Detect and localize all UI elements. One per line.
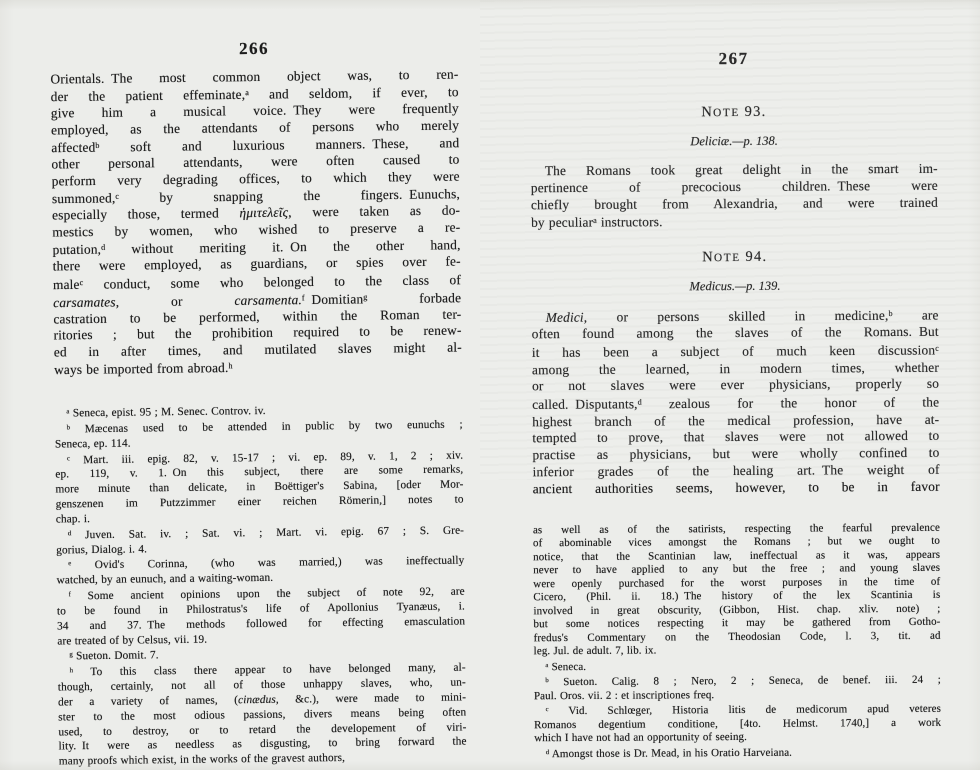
- note-94-heading: [531, 248, 938, 267]
- text-segment: more minute than delicate, in Boëttiger's Sabina, [oder Mor-: [55, 478, 464, 496]
- right-page-footnotes: [533, 521, 941, 761]
- text-segment: Deliciæ.—p. 138.: [690, 133, 778, 149]
- text-segment: among the learned, in modern times, whether: [531, 359, 939, 377]
- footnote-marker: b: [888, 308, 893, 318]
- text-segment: 34 and 37. The methods followed for effecting emasculation: [57, 615, 466, 633]
- text-segment: Seneca, epist. 95 ; M. Senec. Controv. iv.: [69, 404, 266, 420]
- footnote-marker: c: [545, 706, 549, 714]
- text-segment: though, certainly, not all of those unhappy slaves, who, un-: [57, 676, 466, 694]
- text-segment: Medicus.—p. 139.: [689, 278, 781, 294]
- note-93-body: [531, 161, 938, 232]
- text-line: [532, 306, 939, 327]
- text-segment: ἡμιτελεῖς: [239, 204, 289, 221]
- text-segment: lity. It were as needless as disgusting, to bring forward the: [58, 735, 467, 753]
- text-segment: To this class there appear to have belonged many, al-: [72, 661, 466, 679]
- text-segment: instructors.: [596, 214, 663, 230]
- text-segment: called. Disputants,: [532, 396, 638, 413]
- text-segment: Vid. Schlœger, Historia litis de medicorum apud veteres: [548, 702, 942, 718]
- text-segment: Domitian: [304, 290, 364, 307]
- text-line: [534, 716, 941, 732]
- footnote-marker: d: [637, 397, 642, 407]
- text-segment: perform very degrading offices, to which they were: [51, 168, 460, 189]
- text-segment: Orientals. The most common object was, to ren-: [50, 66, 459, 87]
- left-page-footnotes: [54, 400, 466, 769]
- text-segment: watched, by an eunuch, and a waiting-woman.: [56, 572, 274, 587]
- text-segment: der a variety of names, (: [58, 694, 239, 709]
- text-segment: Seneca.: [548, 660, 587, 673]
- text-segment: ritories ; but the prohibition required to be renew-: [53, 322, 462, 343]
- footnote-marker: g: [69, 651, 73, 659]
- text-segment: or: [119, 292, 235, 309]
- text-segment: Ovid's Corinna, (who was married,) was ineffectually: [71, 554, 465, 572]
- right-page: [530, 49, 941, 762]
- text-segment: Paul. Oros. vii. 2 : et inscriptiones freq.: [533, 688, 715, 702]
- text-segment: notice, that the Scantinian law, ineffectual as it was, appears: [533, 548, 941, 563]
- text-segment: employed, as the attendants of persons who merely: [50, 117, 460, 138]
- text-segment: OTE: [713, 251, 741, 264]
- footnote-marker: c: [79, 277, 84, 287]
- text-segment: Juven. Sat. iv. ; Sat. vi. ; Mart. vi. epig. 67 ; S. Gre-: [71, 524, 465, 542]
- text-line: [531, 194, 938, 213]
- note-93-heading: [530, 103, 937, 122]
- text-segment: carsamates,: [53, 293, 120, 310]
- text-segment: 94.: [740, 248, 768, 265]
- text-segment: conduct, some who belonged to the class of: [83, 271, 462, 292]
- footnote-marker: h: [228, 361, 233, 371]
- text-segment: zealous for the honor of the: [641, 394, 940, 412]
- text-segment: are treated of by Celsus, vii. 19.: [57, 633, 208, 647]
- text-segment: Cicero, (Phil. ii. 18.) The history of the lex Scantinia is: [533, 588, 941, 604]
- text-segment: which I have not had an opportunity of seeing.: [534, 731, 748, 745]
- text-segment: N: [701, 104, 714, 121]
- text-line: [531, 133, 938, 150]
- text-segment: , were taken as do-: [288, 202, 461, 220]
- text-segment: affected: [51, 139, 96, 156]
- text-segment: chiefly brought from Alexandria, and were trained: [530, 194, 938, 212]
- text-segment: were openly purchased for the worst purposes in the time of: [533, 575, 941, 590]
- text-segment: inferior grades of the healing art. The weight of: [532, 461, 940, 480]
- note-93-reference: [531, 133, 938, 150]
- footnote-marker: a: [245, 88, 249, 98]
- text-line: [532, 341, 939, 362]
- note-94-reference: [531, 278, 938, 295]
- text-segment: are: [892, 307, 939, 323]
- text-line: [534, 672, 941, 690]
- text-segment: The Romans took great delight in the smart im-: [544, 160, 938, 179]
- text-segment: Mæcenas used to be attended in public by two eunuchs ;: [69, 418, 463, 436]
- text-segment: ways be imported from abroad.: [53, 359, 229, 378]
- text-line: [534, 743, 941, 761]
- footnote-marker: a: [66, 408, 70, 416]
- footnote-marker: d: [101, 242, 106, 252]
- text-segment: putation,: [52, 241, 102, 258]
- text-segment: many proofs which exist, in the works of the gravest authors,: [58, 752, 346, 768]
- text-segment: , &c.), were made to mini-: [275, 691, 467, 706]
- text-segment: without meriting it. On the other hand,: [105, 237, 461, 257]
- text-segment: involved in great obscurity, (Gibbon, Hist. chap. xliv. note) ;: [533, 602, 941, 617]
- text-line: [54, 355, 462, 378]
- text-line: [533, 479, 940, 498]
- footnote-marker: a: [593, 216, 597, 226]
- text-segment: to be found in Philostratus's life of Apollonius Tyanæus, i.: [56, 600, 466, 618]
- text-segment: Medici,: [545, 309, 588, 325]
- text-segment: by snapping the fingers. Eunuchs,: [118, 186, 460, 206]
- text-segment: Romanos degentium conditione, [4to. Helmst. 1740,] a work: [534, 716, 942, 731]
- text-segment: Amongst those is Dr. Mead, in his Oratio Harveiana.: [549, 746, 793, 760]
- text-segment: Sueton. Domit. 7.: [72, 649, 159, 663]
- text-segment: soft and luxurious manners. These, and: [99, 135, 460, 155]
- text-segment: or not slaves were ever physicians, properly so: [532, 376, 940, 394]
- left-page: [50, 38, 467, 770]
- footnote-marker: a: [545, 661, 549, 669]
- text-segment: pertinence of precocious children. These were: [530, 177, 938, 196]
- text-line: [532, 393, 939, 414]
- text-line: [531, 248, 938, 267]
- text-segment: ster to the most odious passions, divers means being often: [58, 706, 467, 724]
- text-segment: as well as of the satirists, respecting the fearful prevalence: [532, 521, 940, 536]
- footnote-marker: b: [95, 141, 100, 151]
- text-segment: give him a musical voice. They were frequently: [50, 100, 459, 121]
- text-segment: especially those, termed: [52, 205, 240, 223]
- footnote-marker: f: [301, 293, 305, 303]
- text-segment: Seneca, ep. 114.: [54, 437, 131, 451]
- footnote-marker: e: [68, 560, 72, 568]
- note-94-body: [532, 306, 940, 498]
- right-page-number: 267: [718, 48, 749, 69]
- text-segment: forbade: [367, 289, 462, 306]
- text-segment: it has been a subject of much keen discussion: [531, 342, 936, 361]
- text-segment: tempted to prove, that slaves were not allowed to: [532, 428, 940, 446]
- text-segment: chap. i.: [55, 512, 91, 526]
- left-page-body: [50, 67, 462, 379]
- text-segment: der the patient effeminate,: [50, 87, 246, 105]
- text-segment: never to have applied to any but the free ; and young slaves: [533, 561, 941, 577]
- text-segment: and seldom, if ever, to: [248, 84, 459, 103]
- text-segment: of abominable vices amongst the Romans ; but we ought to: [532, 534, 941, 550]
- text-segment: ep. 119, v. 1. On this subject, there are some remarks,: [55, 463, 464, 481]
- text-segment: but some notices respecting it may be gathered from Gotho-: [533, 615, 941, 631]
- text-segment: by peculiar: [531, 214, 594, 231]
- text-segment: fredus's Commentary on the Theodosian Code, l. 3, tit. ad: [533, 629, 941, 644]
- text-line: [534, 629, 941, 645]
- text-segment: ed in after times, and mutilated slaves might al-: [53, 339, 462, 359]
- text-segment: OTE: [713, 106, 740, 120]
- text-line: [531, 211, 938, 232]
- text-segment: Sueton. Calig. 8 ; Nero, 2 ; Seneca, de benef. iii. 24 ;: [548, 673, 941, 689]
- text-segment: gorius, Dialog. i. 4.: [56, 542, 148, 557]
- text-segment: or persons skilled in medicine,: [587, 307, 889, 325]
- text-segment: ancient authorities seems, however, to be in favor: [532, 478, 940, 497]
- text-segment: male: [52, 276, 80, 292]
- footnote-marker: h: [69, 667, 74, 675]
- footnote-marker: b: [545, 677, 549, 685]
- text-segment: leg. Jul. de adult. 7, lib. ix.: [533, 644, 657, 658]
- text-segment: genszenen im Putzzimmer einer reichen Römerin,] notes to: [55, 493, 464, 511]
- footnote-marker: f: [68, 591, 71, 599]
- text-segment: carsamenta.: [234, 291, 302, 308]
- text-segment: highest branch of the medical profession, have at-: [532, 411, 940, 429]
- text-segment: summoned,: [51, 190, 116, 207]
- text-line: [531, 278, 938, 295]
- footnote-marker: d: [545, 748, 550, 756]
- text-line: [530, 103, 937, 122]
- footnote-marker: d: [67, 529, 72, 537]
- left-page-number: 266: [238, 38, 270, 59]
- text-segment: often found among the slaves of the Romans. But: [531, 324, 939, 342]
- text-segment: cinædus: [238, 693, 276, 707]
- text-segment: mestics by women, who wished to preserve a re-: [52, 219, 461, 240]
- footnote-marker: c: [115, 191, 120, 201]
- text-segment: there were employed, as guardians, or spies over fe-: [52, 253, 461, 274]
- footnote-marker: c: [935, 343, 939, 353]
- text-segment: Some ancient opinions upon the subject of note 92, are: [70, 585, 465, 603]
- text-segment: used, to destroy, or to retard the developement of viri-: [58, 720, 467, 738]
- footnote-marker: g: [363, 292, 368, 302]
- footnote-marker: b: [66, 424, 71, 432]
- text-segment: 93.: [739, 103, 767, 120]
- footnote-marker: c: [66, 454, 71, 462]
- text-segment: N: [702, 248, 714, 266]
- text-segment: practise as physicians, but were wholly confined to: [532, 444, 940, 463]
- text-segment: castration to be performed, within the Roman ter-: [53, 306, 462, 327]
- text-segment: other personal attendants, were often caused to: [51, 151, 460, 172]
- text-segment: Mart. iii. epig. 82, v. 15-17 ; vi. ep. 89, v. 1, 2 ; xiv.: [69, 449, 464, 466]
